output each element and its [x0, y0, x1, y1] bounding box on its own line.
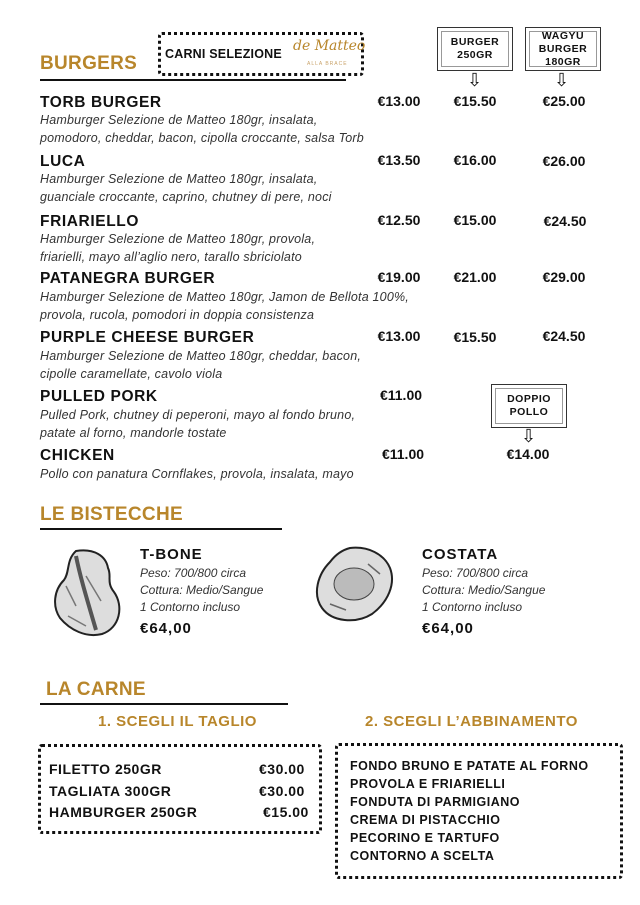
- item-name: PURPLE CHEESE BURGER: [40, 329, 255, 346]
- arrow-down-icon: ⇩: [521, 426, 537, 446]
- abbinamento-item: PECORINO E TARTUFO: [350, 831, 500, 845]
- costata-steak-image: [310, 544, 398, 626]
- desc-line: patate al forno, mandorle tostate: [40, 426, 227, 440]
- item-desc: [40, 406, 355, 442]
- column-sign-burger-250gr: [437, 27, 513, 71]
- desc-line: Hamburger Selezione de Matteo 180gr, insalata,: [40, 172, 318, 186]
- abbinamento-item: PROVOLA E FRIARIELLI: [350, 777, 506, 791]
- item-name: TORB BURGER: [40, 94, 162, 111]
- burgers-underline: [40, 79, 346, 81]
- item-name: PULLED PORK: [40, 388, 158, 405]
- step2-heading: 2. SCEGLI L’ABBINAMENTO: [365, 713, 578, 730]
- steak-name: T-BONE: [140, 546, 203, 563]
- price-wagyu: €25.00: [542, 93, 586, 109]
- bistecche-title: LE BISTECCHE: [40, 504, 183, 525]
- sign-label: DOPPIO: [507, 393, 551, 405]
- price-250gr: €21.00: [453, 269, 497, 285]
- item-desc: Pollo con panatura Cornflakes, provola, insalata, mayo: [40, 467, 354, 481]
- brand-box: [158, 32, 364, 76]
- price-wagyu: €24.50: [542, 328, 586, 344]
- sign-label: BURGER 250GR: [450, 36, 500, 61]
- price-250gr: €15.00: [453, 212, 497, 228]
- sign-label: POLLO: [509, 406, 549, 418]
- taglio-price: €30.00: [259, 783, 305, 799]
- burgers-title: BURGERS: [40, 53, 138, 74]
- desc-line: Hamburger Selezione de Matteo 180gr, Jamon de Bellota 100%,: [40, 290, 409, 304]
- price: €12.50: [377, 212, 421, 228]
- price: €13.50: [377, 152, 421, 168]
- steak-name: COSTATA: [422, 546, 499, 563]
- arrow-down-icon: ⇩: [554, 70, 570, 90]
- steak-cottura: Cottura: Medio/Sangue: [422, 583, 546, 597]
- price: €13.00: [377, 328, 421, 344]
- sign-label: BURGER: [538, 42, 588, 55]
- taglio-name: HAMBURGER 250GR: [49, 804, 198, 820]
- price: €19.00: [377, 269, 421, 285]
- bistecche-underline: [40, 528, 282, 530]
- item-desc: [40, 288, 409, 324]
- steak-peso: Peso: 700/800 circa: [422, 566, 529, 580]
- abbinamenti-box: [335, 743, 623, 879]
- desc-line: Hamburger Selezione de Matteo 180gr, provola,: [40, 232, 316, 246]
- taglio-price: €30.00: [259, 761, 305, 777]
- item-name: PATANEGRA BURGER: [40, 270, 216, 287]
- brand-logo-sub: ALLA BRACE: [307, 61, 348, 67]
- desc-line: cipolle caramellate, cavolo viola: [40, 367, 223, 381]
- price-250gr: €15.50: [453, 93, 497, 109]
- brand-label: CARNI SELEZIONE: [165, 47, 282, 61]
- item-name: LUCA: [40, 153, 86, 170]
- taglio-name: FILETTO 250GR: [49, 761, 162, 777]
- brand-logo: de Matteo: [293, 38, 366, 54]
- column-sign-wagyu: [525, 27, 601, 71]
- carne-underline: [40, 703, 288, 705]
- price-wagyu: €26.00: [542, 153, 586, 169]
- price: €13.00: [377, 93, 421, 109]
- abbinamento-item: CONTORNO A SCELTA: [350, 849, 495, 863]
- desc-line: provola, rucola, pomodori in doppia consistenza: [40, 308, 315, 322]
- item-desc: [40, 170, 332, 206]
- item-desc: [40, 347, 361, 383]
- steak-peso: Peso: 700/800 circa: [140, 566, 247, 580]
- steak-price: €64,00: [140, 620, 192, 637]
- desc-line: Hamburger Selezione de Matteo 180gr, cheddar, bacon,: [40, 349, 362, 363]
- tagli-box: [38, 744, 322, 834]
- price-250gr: €16.00: [453, 152, 497, 168]
- column-sign-doppio-pollo: [491, 384, 567, 428]
- item-desc: [40, 230, 315, 266]
- desc-line: Hamburger Selezione de Matteo 180gr, insalata,: [40, 113, 318, 127]
- price-wagyu: €24.50: [543, 213, 587, 229]
- desc-line: friarielli, mayo all’aglio nero, tarallo sbriciolato: [40, 250, 302, 264]
- steak-contorno: 1 Contorno incluso: [140, 600, 241, 614]
- sign-label: 180GR: [545, 55, 581, 68]
- steak-contorno: 1 Contorno incluso: [422, 600, 523, 614]
- abbinamento-item: FONDO BRUNO E PATATE AL FORNO: [350, 759, 589, 773]
- desc-line: guanciale croccante, caprino, chutney di pere, noci: [40, 190, 332, 204]
- t-bone-steak-image: [46, 546, 128, 638]
- abbinamento-item: FONDUTA DI PARMIGIANO: [350, 795, 520, 809]
- item-name: CHICKEN: [40, 447, 115, 464]
- item-name: FRIARIELLO: [40, 213, 139, 230]
- desc-line: pomodoro, cheddar, bacon, cipolla croccante, salsa Torb: [40, 131, 364, 145]
- price: €11.00: [381, 446, 425, 462]
- desc-line: Pulled Pork, chutney di peperoni, mayo al fondo bruno,: [40, 408, 356, 422]
- price-250gr: €15.50: [453, 329, 497, 345]
- carne-title: LA CARNE: [46, 679, 146, 700]
- sign-label: WAGYU: [541, 29, 585, 42]
- item-desc: [40, 111, 364, 147]
- price-wagyu: €29.00: [542, 269, 586, 285]
- arrow-down-icon: ⇩: [467, 70, 483, 90]
- price-doppio-pollo: €14.00: [506, 446, 550, 462]
- taglio-name: TAGLIATA 300GR: [49, 783, 172, 799]
- abbinamento-item: CREMA DI PISTACCHIO: [350, 813, 501, 827]
- step1-heading: 1. SCEGLI IL TAGLIO: [98, 713, 257, 730]
- steak-cottura: Cottura: Medio/Sangue: [140, 583, 264, 597]
- price: €11.00: [379, 387, 423, 403]
- taglio-price: €15.00: [263, 804, 309, 820]
- steak-price: €64,00: [422, 620, 474, 637]
